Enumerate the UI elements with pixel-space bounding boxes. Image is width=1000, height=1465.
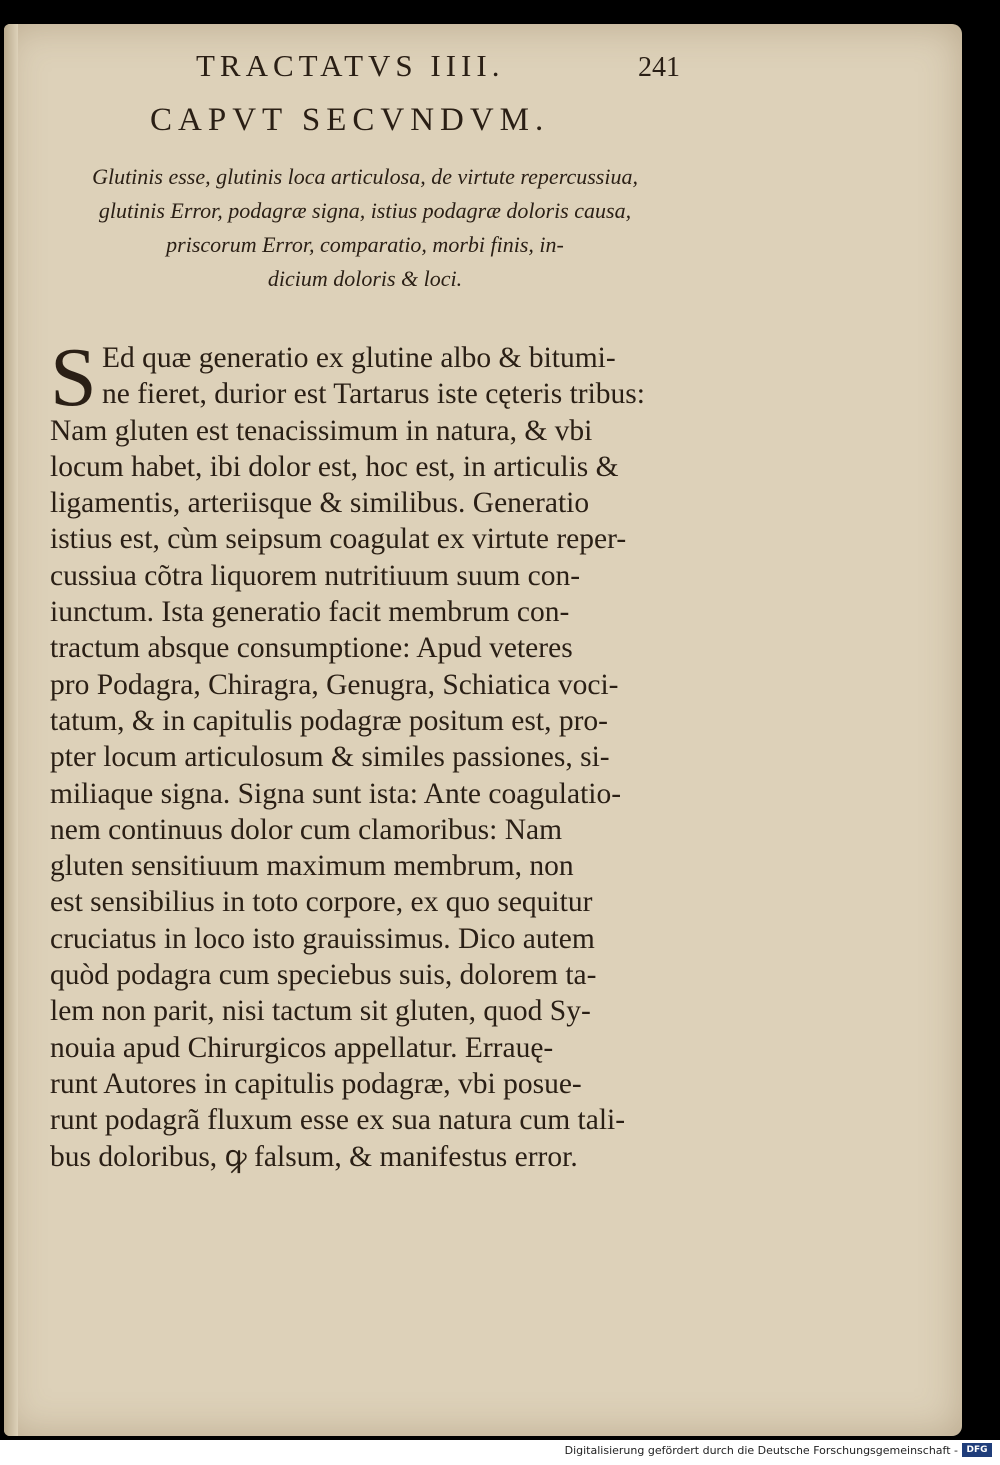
body-line: istius est, cùm seipsum coagulat ex virtute reper-: [50, 523, 627, 556]
body-line: Nam gluten est tenacissimum in natura, & vbi: [50, 414, 593, 447]
body-line: quòd podagra cum speciebus suis, dolorem ta-: [50, 959, 597, 992]
body-line: Ed quæ generatio ex glutine albo & bitumi-: [102, 342, 616, 374]
argument-line: glutinis Error, podagræ signa, istius podagræ doloris causa,: [98, 198, 632, 223]
argument-line: dicium doloris & loci.: [267, 266, 463, 291]
body-line: locum habet, ibi dolor est, hoc est, in articulis &: [50, 450, 619, 483]
body-line: lem non parit, nisi tactum sit gluten, quod Sy-: [50, 995, 591, 1028]
drop-cap: S: [50, 331, 97, 424]
body-line: tatum, & in capitulis podagræ positum est, pro-: [50, 704, 608, 737]
body-line: miliaque signa. Signa sunt ista: Ante coagulatio-: [50, 777, 622, 810]
body-line: runt Autores in capitulis podagræ, vbi posue-: [50, 1067, 582, 1100]
dfg-logo: DFG: [962, 1443, 992, 1457]
body-line: nouia apud Chirurgicos appellatur. Errauę-: [50, 1031, 554, 1064]
body-line: bus doloribus, ꝙ falsum, & manifestus error.: [50, 1140, 578, 1173]
body-line: ne fieret, durior est Tartarus iste cęteris tribus:: [102, 378, 645, 411]
body-line: nem continuus dolor cum clamoribus: Nam: [50, 813, 563, 846]
body-line: pter locum articulosum & similes passiones, si-: [50, 741, 610, 774]
chapter-title: CAPVT SECVNDVM.: [150, 102, 550, 138]
funding-credit: Digitalisierung gefördert durch die Deutsche Forschungsgemeinschaft -: [564, 1444, 958, 1457]
body-line: tractum absque consumptione: Apud veteres: [50, 632, 573, 665]
body-line: iunctum. Ista generatio facit membrum con-: [50, 596, 570, 629]
body-line: cruciatus in loco isto grauissimus. Dico autem: [50, 922, 595, 955]
body-line: gluten sensitiuum maximum membrum, non: [50, 850, 574, 883]
body-line: ligamentis, arteriisque & similibus. Generatio: [50, 487, 590, 520]
page-gutter-edge: [4, 24, 18, 1436]
chapter-argument: [40, 160, 690, 296]
running-head: TRACTATVS IIII.: [196, 48, 505, 83]
body-line: est sensibilius in toto corpore, ex quo sequitur: [50, 886, 593, 919]
argument-line: Glutinis esse, glutinis loca articulosa, de virtute repercussiua,: [92, 164, 638, 189]
body-text: [50, 331, 690, 1175]
page-number: 241: [638, 52, 680, 83]
body-line: pro Podagra, Chiragra, Genugra, Schiatica voci-: [50, 668, 619, 701]
body-line: runt podagrã fluxum esse ex sua natura cum tali-: [50, 1104, 626, 1137]
body-line: cussiua cõtra liquorem nutritiuum suum con-: [50, 559, 581, 592]
argument-line: priscorum Error, comparatio, morbi finis, in-: [166, 232, 564, 257]
